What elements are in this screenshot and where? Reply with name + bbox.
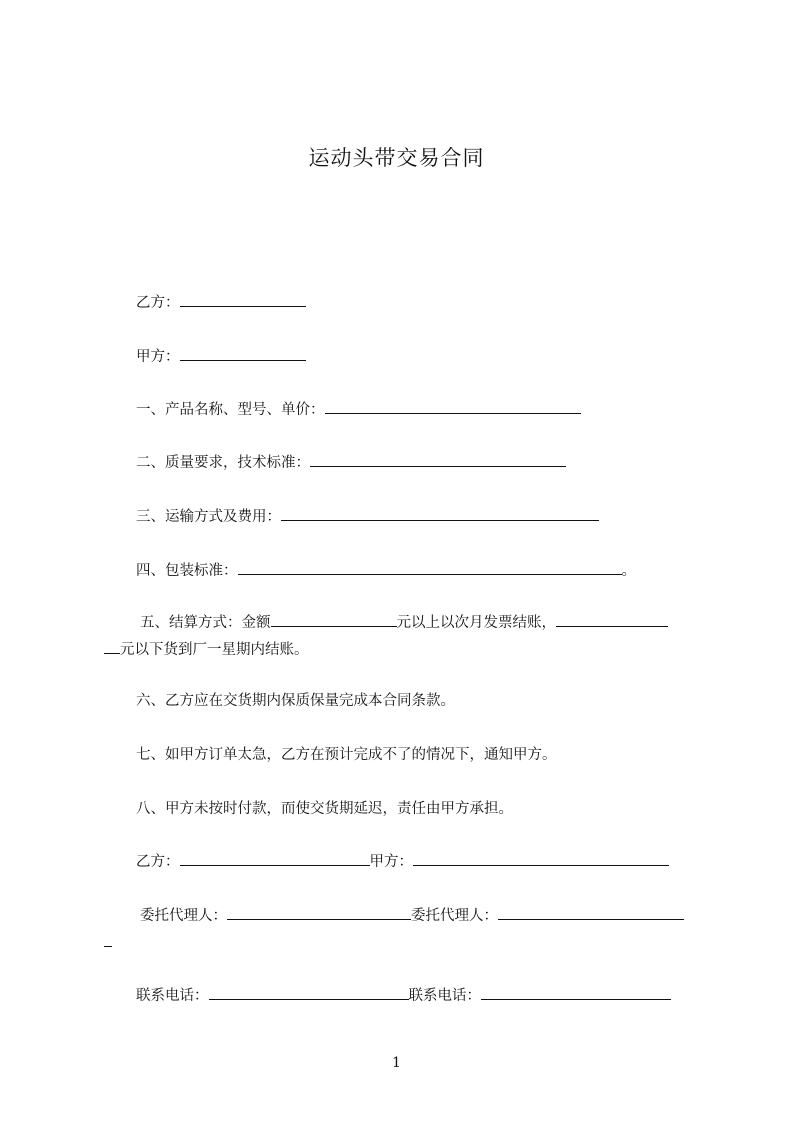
sig-party-a-blank[interactable]: [413, 851, 669, 866]
page-number: 1: [392, 1055, 401, 1071]
phone-b-blank[interactable]: [209, 985, 409, 1000]
clause-5-line-1: [140, 612, 668, 633]
clause-5-line-2: [104, 639, 309, 660]
phone-b-label: 联系电话：: [136, 988, 209, 1004]
phone-line: [136, 985, 671, 1006]
clause-5-end: 元以下货到厂一星期内结账。: [120, 642, 309, 658]
clause-2: [136, 452, 566, 473]
clause-5-amount2-blank[interactable]: [556, 612, 668, 627]
agent-a-label: 委托代理人：: [411, 908, 498, 924]
clause-3: [136, 506, 599, 527]
sig-party-b-label: 乙方：: [136, 854, 180, 870]
clause-1-blank[interactable]: [325, 399, 581, 414]
party-b-blank[interactable]: [180, 292, 306, 307]
clause-4-blank[interactable]: [238, 560, 622, 575]
party-a-label: 甲方：: [136, 349, 180, 365]
clause-3-blank[interactable]: [281, 506, 599, 521]
party-b-label: 乙方：: [136, 295, 180, 311]
phone-a-blank[interactable]: [481, 985, 671, 1000]
clause-4: [136, 560, 636, 581]
agent-b-label: 委托代理人：: [140, 908, 227, 924]
agent-line-cont: [104, 932, 112, 953]
clause-4-period: 。: [621, 563, 636, 579]
sig-party-a-label: 甲方：: [369, 854, 413, 870]
party-b-line: [136, 292, 306, 313]
party-a-line: [136, 346, 306, 367]
clause-5-amount-blank[interactable]: [271, 612, 397, 627]
agent-a-blank-cont[interactable]: [104, 932, 112, 947]
clause-6: 六、乙方应在交货期内保质保量完成本合同条款。: [136, 693, 455, 709]
clause-3-label: 三、运输方式及费用：: [136, 509, 281, 525]
clause-1-label: 一、产品名称、型号、单价：: [136, 402, 325, 418]
sig-party-b-blank[interactable]: [180, 851, 370, 866]
agent-a-blank[interactable]: [498, 905, 684, 920]
clause-5-amount2-blank-cont[interactable]: [104, 639, 120, 654]
party-a-blank[interactable]: [180, 346, 306, 361]
clause-8: 八、甲方未按时付款，而使交货期延迟，责任由甲方承担。: [136, 801, 513, 817]
clause-5-label: 五、结算方式：金额: [140, 615, 271, 631]
agent-line: [140, 905, 684, 926]
clause-2-label: 二、质量要求，技术标准：: [136, 455, 310, 471]
clause-2-blank[interactable]: [310, 452, 566, 467]
phone-a-label: 联系电话：: [408, 988, 481, 1004]
clause-7: 七、如甲方订单太急，乙方在预计完成不了的情况下，通知甲方。: [136, 747, 557, 763]
contract-title: 运动头带交易合同: [308, 146, 485, 170]
agent-b-blank[interactable]: [227, 905, 411, 920]
clause-1: [136, 399, 581, 420]
signature-parties-line: [136, 851, 669, 872]
clause-4-label: 四、包装标准：: [136, 563, 238, 579]
clause-5-middle: 元以上以次月发票结账，: [396, 615, 556, 631]
